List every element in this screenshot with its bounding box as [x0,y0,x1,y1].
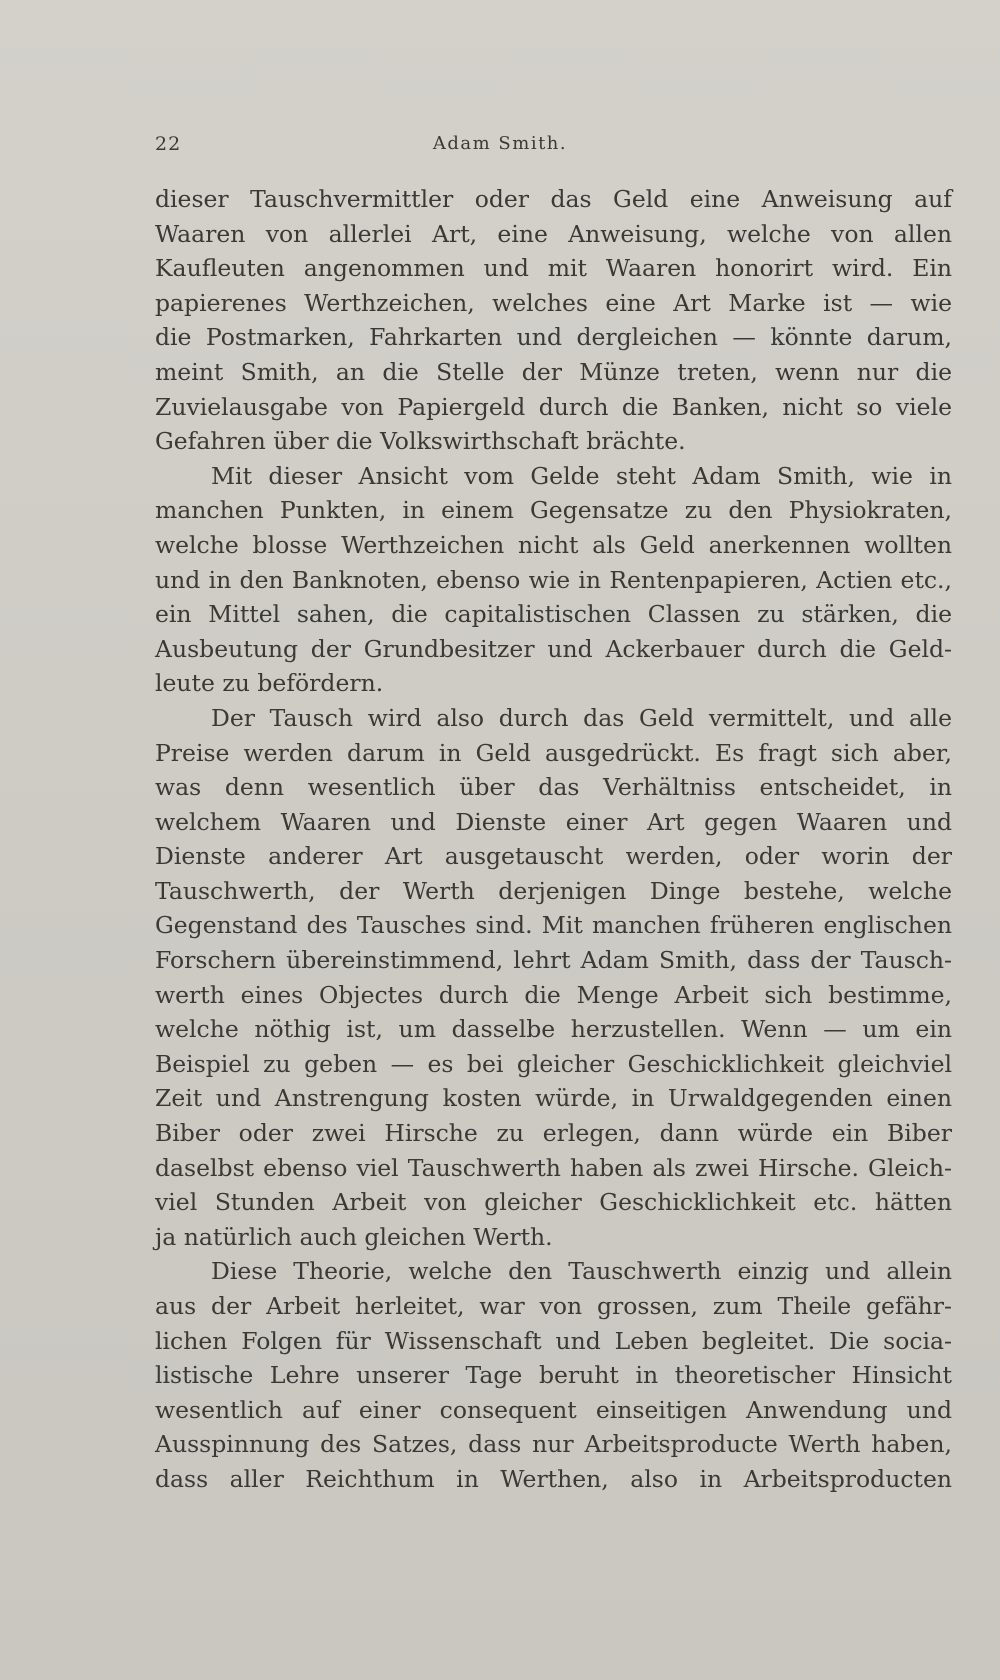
text-line: Ausbeutung der Grundbesitzer und Ackerbauer durch die Geld- [155,634,952,663]
text-line: Gegenstand des Tausches sind. Mit manchen früheren englischen [155,911,952,940]
text-line: Gefahren über die Volkswirthschaft brächte. [155,427,686,456]
text-line: werth eines Objectes durch die Menge Arbeit sich bestimme, [155,980,952,1009]
text-line: die Postmarken, Fahrkarten und dergleichen — könnte darum, [155,323,952,352]
text-line: und in den Banknoten, ebenso wie in Rentenpapieren, Actien etc., [155,565,952,594]
text-line: viel Stunden Arbeit von gleicher Geschicklichkeit etc. hätten [155,1188,952,1217]
text-line: Mit dieser Ansicht vom Gelde steht Adam Smith, wie in [211,461,952,490]
body-text [155,182,952,1497]
paragraph-2 [155,459,952,701]
text-line: dieser Tauschvermittler oder das Geld eine Anweisung auf [155,185,952,213]
text-line: welche blosse Werthzeichen nicht als Geld anerkennen wollten [155,530,952,559]
text-line: Preise werden darum in Geld ausgedrückt. Es fragt sich aber, [155,738,952,767]
text-line: ein Mittel sahen, die capitalistischen Classen zu stärken, die [155,600,952,629]
text-line: manchen Punkten, in einem Gegensatze zu den Physiokraten, [155,496,952,525]
text-line: Dienste anderer Art ausgetauscht werden, oder worin der [155,842,952,871]
text-line: wesentlich auf einer consequent einseitigen Anwendung und [155,1395,952,1424]
text-line: Diese Theorie, welche den Tauschwerth einzig und allein [211,1257,952,1286]
text-line: Beispiel zu geben — es bei gleicher Geschicklichkeit gleichviel [155,1049,952,1078]
text-line: was denn wesentlich über das Verhältniss entscheidet, in [155,773,952,802]
text-line: dass aller Reichthum in Werthen, also in Arbeitsproducten [155,1464,952,1493]
text-line: aus der Arbeit herleitet, war von grossen, zum Theile gefähr- [155,1292,952,1320]
text-line: Der Tausch wird also durch das Geld vermittelt, und alle [211,703,952,732]
text-line: lichen Folgen für Wissenschaft und Leben begleitet. Die socia- [155,1326,952,1355]
text-line: listische Lehre unserer Tage beruht in theoretischer Hinsicht [155,1361,952,1390]
text-line: Kaufleuten angenommen und mit Waaren honorirt wird. Ein [155,254,952,283]
paragraph-3 [155,701,952,1255]
text-line: ja natürlich auch gleichen Werth. [155,1222,553,1251]
text-line: Waaren von allerlei Art, eine Anweisung, welche von allen [155,219,952,248]
text-line: daselbst ebenso viel Tauschwerth haben als zwei Hirsche. Gleich- [155,1153,952,1182]
running-head: Adam Smith. [432,133,568,154]
text-line: papierenes Werthzeichen, welches eine Art Marke ist — wie [155,288,952,317]
text-line: welchem Waaren und Dienste einer Art gegen Waaren und [155,807,952,836]
text-line: Zeit und Anstrengung kosten würde, in Urwaldgegenden einen [155,1084,952,1113]
text-line: welche nöthig ist, um dasselbe herzustellen. Wenn — um ein [155,1015,952,1044]
text-line: Zuvielausgabe von Papiergeld durch die Banken, nicht so viele [155,392,952,421]
text-line: leute zu befördern. [155,669,384,698]
text-line: Forschern übereinstimmend, lehrt Adam Smith, dass der Tausch- [155,946,952,975]
page-number: 22 [155,133,182,155]
text-line: Ausspinnung des Satzes, dass nur Arbeitsproducte Werth haben, [155,1430,952,1459]
text-line: Tauschwerth, der Werth derjenigen Dinge bestehe, welche [155,876,952,905]
text-line: Biber oder zwei Hirsche zu erlegen, dann würde ein Biber [155,1119,952,1148]
paragraph-1 [155,182,952,459]
paragraph-4 [155,1254,952,1496]
text-line: meint Smith, an die Stelle der Münze treten, wenn nur die [155,357,952,386]
